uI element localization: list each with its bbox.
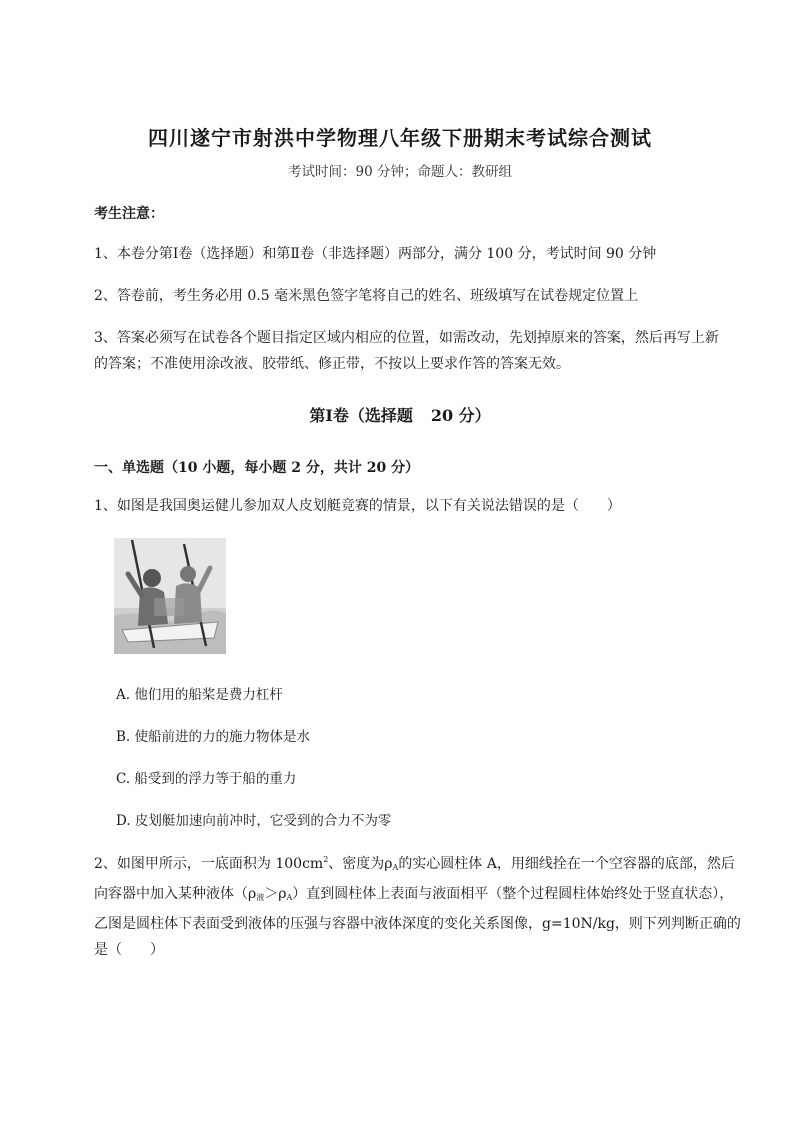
section-score: 20 分） bbox=[430, 406, 491, 425]
section-title-text: 第Ⅰ卷（选择题 bbox=[309, 406, 413, 425]
q2-text-3: 的实心圆柱体 A，用细线拴在一个空容器的底部，然后向容器中加入某种液体（ρ bbox=[94, 856, 735, 902]
q2-sub-2: 液 bbox=[256, 893, 265, 902]
q2-text-1: 2、如图甲所示，一底面积为 100cm bbox=[94, 856, 324, 872]
question-1-option-c: C. 船受到的浮力等于船的重力 bbox=[116, 771, 297, 787]
notice-item-3: 3、答案必须写在试卷各个题目指定区域内相应的位置，如需改动，先划掉原来的答案，然后再写上新的答案；不准使用涂改液、胶带纸、修正带，不按以上要求作答的答案无效。 bbox=[94, 330, 719, 372]
question-group-heading: 一、单选题（10 小题，每小题 2 分，共计 20 分） bbox=[94, 460, 420, 476]
question-2-stem bbox=[94, 847, 744, 963]
kayak-photo bbox=[114, 538, 226, 654]
q2-text-5: ）直到圆柱体上表面与液面相平（整个过程圆柱体始终处于竖直状态），乙图是圆柱体下表面受到液体的压强与容器中液体深度的变化关系图像，g=10N/kg，则下列判断正确的是（ ） bbox=[94, 886, 741, 958]
question-1-option-b: B. 使船前进的力的施力物体是水 bbox=[116, 729, 311, 745]
page-title: 四川遂宁市射洪中学物理八年级下册期末考试综合测试 bbox=[148, 126, 652, 150]
exam-info: 考试时间：90 分钟；命题人：教研组 bbox=[288, 164, 512, 180]
q2-sub-1: A bbox=[392, 863, 399, 872]
question-1-option-a: A. 他们用的船桨是费力杠杆 bbox=[116, 687, 283, 703]
kayak-illustration bbox=[114, 538, 226, 654]
q2-text-4: ＞ρ bbox=[264, 886, 287, 902]
question-1-stem: 1、如图是我国奥运健儿参加双人皮划艇竞赛的情景，以下有关说法错误的是（ ） bbox=[94, 498, 621, 514]
notice-item-1: 1、本卷分第Ⅰ卷（选择题）和第Ⅱ卷（非选择题）两部分，满分 100 分，考试时间 90 分钟 bbox=[94, 246, 657, 262]
notice-item-2: 2、答卷前，考生务必用 0.5 毫米黑色签字笔将自己的姓名、班级填写在试卷规定位置上 bbox=[94, 288, 639, 304]
question-1-option-d: D. 皮划艇加速向前冲时，它受到的合力不为零 bbox=[116, 813, 392, 829]
notice-heading: 考生注意： bbox=[94, 206, 164, 222]
q2-text-2: 、密度为ρ bbox=[328, 856, 393, 872]
section-title bbox=[0, 403, 800, 426]
q2-sup-1: 2 bbox=[323, 855, 329, 864]
q2-sub-3: A bbox=[286, 893, 293, 902]
